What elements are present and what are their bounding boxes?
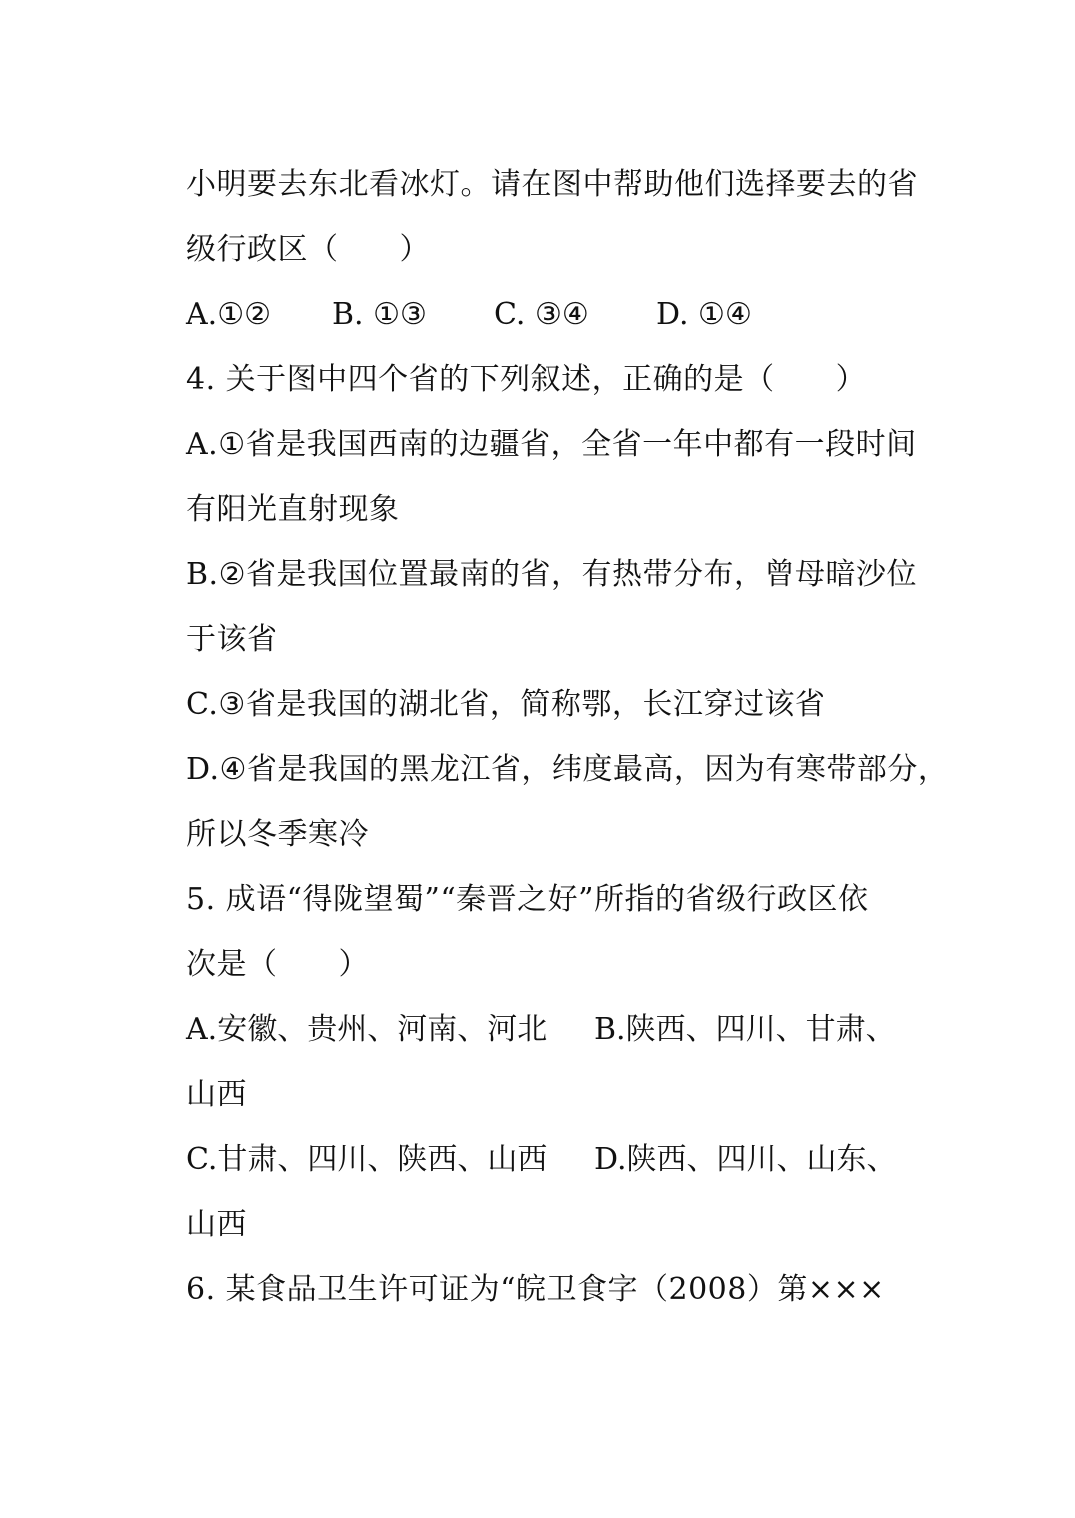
q5-option-a: A.安徽、贵州、河南、河北 xyxy=(186,1012,548,1047)
q5-stem-line-1: 5. 成语“得陇望蜀”“秦晋之好”所指的省级行政区依 xyxy=(186,882,869,917)
q4-option-d-line-1: D.④省是我国的黑龙江省，纬度最高，因为有寒带部分， xyxy=(186,752,949,787)
q5-option-b-line-1: B.陕西、四川、甘肃、 xyxy=(594,1012,896,1047)
q4-option-a-line-1: A.①省是我国西南的边疆省，全省一年中都有一段时间 xyxy=(186,427,917,462)
q5-options-row-1 xyxy=(186,997,906,1062)
q3-option-b: B. ①③ xyxy=(332,297,427,332)
q4-option-b-line-1: B.②省是我国位置最南的省，有热带分布，曾母暗沙位 xyxy=(186,557,917,592)
q5-options-row-2 xyxy=(186,1127,906,1192)
q3-options xyxy=(186,282,906,347)
q5-stem-line-2: 次是（ ） xyxy=(186,947,369,982)
q3-option-c: C. ③④ xyxy=(494,297,589,332)
q3-option-d: D. ①④ xyxy=(656,297,752,332)
q5-option-c: C.甘肃、四川、陕西、山西 xyxy=(186,1142,548,1177)
q4-option-d-line-2: 所以冬季寒冷 xyxy=(186,817,369,852)
q4-stem: 4. 关于图中四个省的下列叙述，正确的是（ ） xyxy=(186,362,867,397)
q6-stem: 6. 某食品卫生许可证为“皖卫食字（2008）第××× xyxy=(186,1272,885,1307)
q3-line-2: 级行政区（ ） xyxy=(186,232,430,267)
q5-option-d-line-1: D.陕西、四川、山东、 xyxy=(594,1142,897,1177)
q3-option-a: A.①② xyxy=(186,297,271,332)
q5-option-d-line-2: 山西 xyxy=(186,1207,247,1242)
q4-option-b-line-2: 于该省 xyxy=(186,622,278,657)
question-text xyxy=(186,152,949,1322)
q4-option-a-line-2: 有阳光直射现象 xyxy=(186,492,400,527)
q3-line-1: 小明要去东北看冰灯。请在图中帮助他们选择要去的省 xyxy=(186,167,918,202)
q5-option-b-line-2: 山西 xyxy=(186,1077,247,1112)
q4-option-c: C.③省是我国的湖北省，简称鄂，长江穿过该省 xyxy=(186,687,826,722)
